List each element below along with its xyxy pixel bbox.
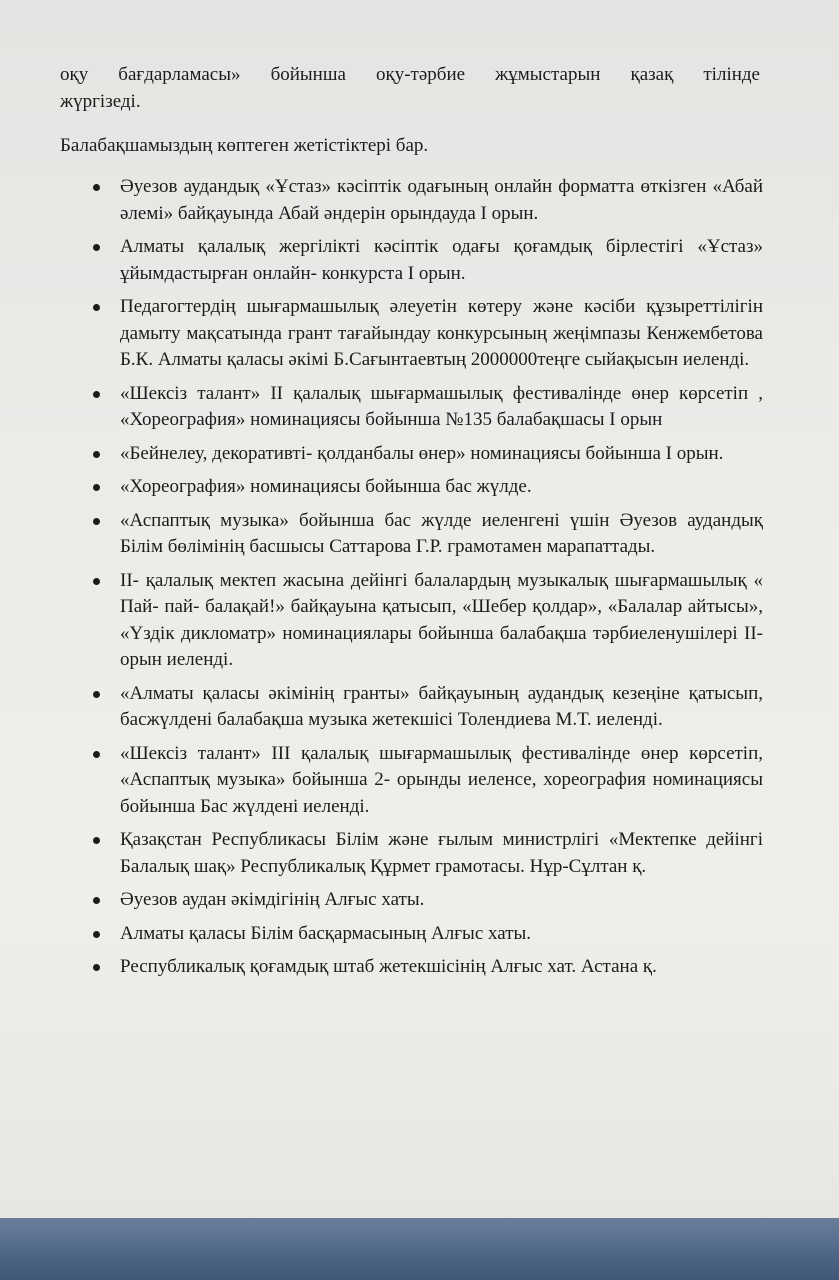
achievements-heading: Балабақшамыздың көптеген жетістіктері бар. — [60, 135, 429, 156]
intro-line: оқу бағдарламасы» бойынша оқу-тәрбие жұмыстарын қазақ тілінде — [60, 64, 760, 85]
list-item: II- қалалық мектеп жасына дейінгі балалардың музыкалық шығармашылық « Пай- пай- балақай!» байқауына қатысып, «Шебер қолдар», «Балалар айтысы», «Үздік дикломатр» номинациялары бойынша балабақша тәрбиеленушілері II- орын иеленді. — [120, 568, 763, 674]
list-item: «Шексіз талант» III қалалық шығармашылық фестивалінде өнер көрсетіп, «Аспаптық музыка» бойынша 2- орынды иеленсе, хореография номинациясы бойынша Бас жүлдені иеленді. — [120, 741, 763, 821]
list-item: Әуезов аудан әкімдігінің Алғыс хаты. — [120, 887, 763, 914]
list-item: «Бейнелеу, декоративті- қолданбалы өнер» номинациясы бойынша I орын. — [120, 441, 763, 468]
list-item: «Алматы қаласы әкімінің гранты» байқауының аудандық кезеңіне қатысып, басжүлдені балабақша музыка жетекшісі Толендиева М.Т. иеленді. — [120, 681, 763, 734]
list-item: Республикалық қоғамдық штаб жетекшісінің Алғыс хат. Астана қ. — [120, 954, 763, 981]
list-item: «Шексіз талант» II қалалық шығармашылық фестивалінде өнер көрсетіп , «Хореография» номинациясы бойынша №135 балабақшасы I орын — [120, 381, 763, 434]
list-item: Әуезов аудандық «Ұстаз» кәсіптік одағының онлайн форматта өткізген «Абай әлемі» байқауында Абай әндерін орындауда I орын. — [120, 174, 763, 227]
list-item: Алматы қаласы Білім басқармасының Алғыс хаты. — [120, 921, 763, 948]
intro-line-continued: жүргізеді. — [60, 91, 141, 112]
background-surface — [0, 1218, 839, 1280]
list-item: «Аспаптық музыка» бойынша бас жүлде иеленгені үшін Әуезов аудандық Білім бөлімінің басшысы Саттарова Г.Р. грамотамен марапаттады. — [120, 508, 763, 561]
list-item: «Хореография» номинациясы бойынша бас жүлде. — [120, 474, 763, 501]
list-item: Алматы қалалық жергілікті кәсіптік одағы қоғамдық бірлестігі «Ұстаз» ұйымдастырған онлайн- конкурста I орын. — [120, 234, 763, 287]
list-item: Қазақстан Республикасы Білім және ғылым министрлігі «Мектепке дейінгі Балалық шақ» Республикалық Құрмет грамотасы. Нұр-Сұлтан қ. — [120, 827, 763, 880]
achievements-list — [0, 174, 839, 988]
list-item: Педагогтердің шығармашылық әлеуетін көтеру және кәсіби құзыреттілігін дамыту мақсатында грант тағайындау конкурсының жеңімпазы Кенжембетова Б.К. Алматы қаласы әкімі Б.Сағынтаевтың 2000000теңге сыйақысын иеленді. — [120, 294, 763, 374]
